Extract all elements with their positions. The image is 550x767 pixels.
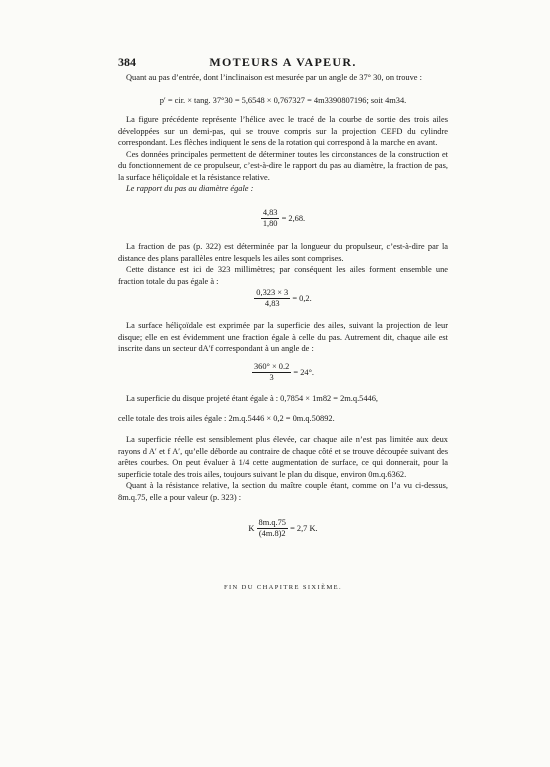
fraction-numerator: 360° × 0.2 <box>253 362 290 371</box>
fraction-denominator: 3 <box>269 373 274 382</box>
paragraph-resistance: Quant à la résistance relative, la section du maître couple étant, comme on l’a vu ci-dessus, 8m.q.75, elle a pour valeur (p. 323) : <box>118 481 448 502</box>
equation-fraction-pas <box>118 288 448 309</box>
paragraph-rapport: Le rapport du pas au diamètre égale : <box>126 184 254 193</box>
fraction <box>261 208 280 229</box>
fraction-numerator: 0,323 × 3 <box>256 288 289 297</box>
equation-result: = 2,68. <box>281 214 306 223</box>
equation-result: = 24°. <box>293 368 315 377</box>
running-title: MOTEURS A VAPEUR. <box>209 55 357 69</box>
equation-prefix: K <box>248 524 255 533</box>
paragraph-reelle: La superficie réelle est sensiblement plus élevée, car chaque aile n’est pas limitée aux deux rayons d A′ et f A′, qu’elle déborde au contraire de chaque côté et se trouve découpée suivant des arêtes courbes. On peut évaluer à 1/4 cette augmentation de surface, ce qui donnerait, pour la superficie totale des trois ailes, toujours suivant le plan du disque, environ 0m.q.6362. <box>118 435 448 479</box>
equation-resistance <box>118 518 448 539</box>
body-text-4 <box>118 393 448 424</box>
fraction-numerator: 4,83 <box>262 208 278 217</box>
paragraph-intro: Quant au pas d’entrée, dont l’inclinaison est mesurée par un angle de 37° 30, on trouve : <box>126 73 422 82</box>
equation-ratio <box>118 208 448 229</box>
chapter-end-note: FIN DU CHAPITRE SIXIÈME. <box>223 584 343 591</box>
paragraph-surface: La surface héliçoïdale est exprimée par la superficie des ailes, suivant la projection de leur disque; elle en est évidemment une fraction égale à celle du pas. Autrement dit, chaque aile est inscrite dans un secteur dA′f correspondant à un angle de : <box>118 321 448 353</box>
fraction-denominator: 4,83 <box>264 299 280 308</box>
line-total-ailes: celle totale des trois ailes égale : 2m.q.5446 × 0,2 = 0m.q.50892. <box>118 413 335 423</box>
paragraph-figure: La figure précédente représente l’hélice avec le tracé de la courbe de sortie des trois ailes développées sur un demi-pas, qui se trouve compris sur la projection CEFD du cylindre correspondant. Les flèches indiquent le sens de la rotation qui correspond à la marche en avant. <box>118 115 448 147</box>
equation-angle <box>118 362 448 383</box>
intro-text <box>118 72 448 84</box>
paragraph-distance: Cette distance est ici de 323 millimètres; par conséquent les ailes forment ensemble une fraction totale du pas égale à : <box>118 265 448 286</box>
fraction <box>252 362 291 383</box>
body-text-1 <box>118 114 448 195</box>
fraction-numerator: 8m.q.75 <box>258 518 286 527</box>
equation-pitch: p′ = cir. × tang. 37°30 = 5,6548 × 0,767327 = 4m3390807196; soit 4m34. <box>159 96 407 105</box>
fraction-denominator: (4m.8)2 <box>258 529 286 538</box>
body-text-5 <box>118 434 448 503</box>
page-header <box>118 55 448 71</box>
fraction <box>254 288 290 309</box>
page-number: 384 <box>118 55 136 69</box>
fraction-denominator: 1,80 <box>262 219 278 228</box>
equation-result: = 2,7 K. <box>290 524 318 533</box>
paragraph-fraction: La fraction de pas (p. 322) est déterminée par la longueur du propulseur, c’est-à-dire par la distance des plans parallèles entre lesquels les ailes sont comprises. <box>118 242 448 263</box>
body-text-2 <box>118 241 448 287</box>
fraction <box>257 518 288 539</box>
equation-result: = 0,2. <box>292 294 312 303</box>
body-text-3 <box>118 320 448 355</box>
line-disque: La superficie du disque projeté étant égale à : 0,7854 × 1m82 = 2m.q.5446, <box>126 394 379 403</box>
paragraph-donnees: Ces données principales permettent de déterminer toutes les circonstances de la construction et du fonctionnement de ce propulseur, c’est-à-dire le rapport du pas au diamètre, la fraction de pas, la surface héliçoïdale et la résistance relative. <box>118 149 448 182</box>
